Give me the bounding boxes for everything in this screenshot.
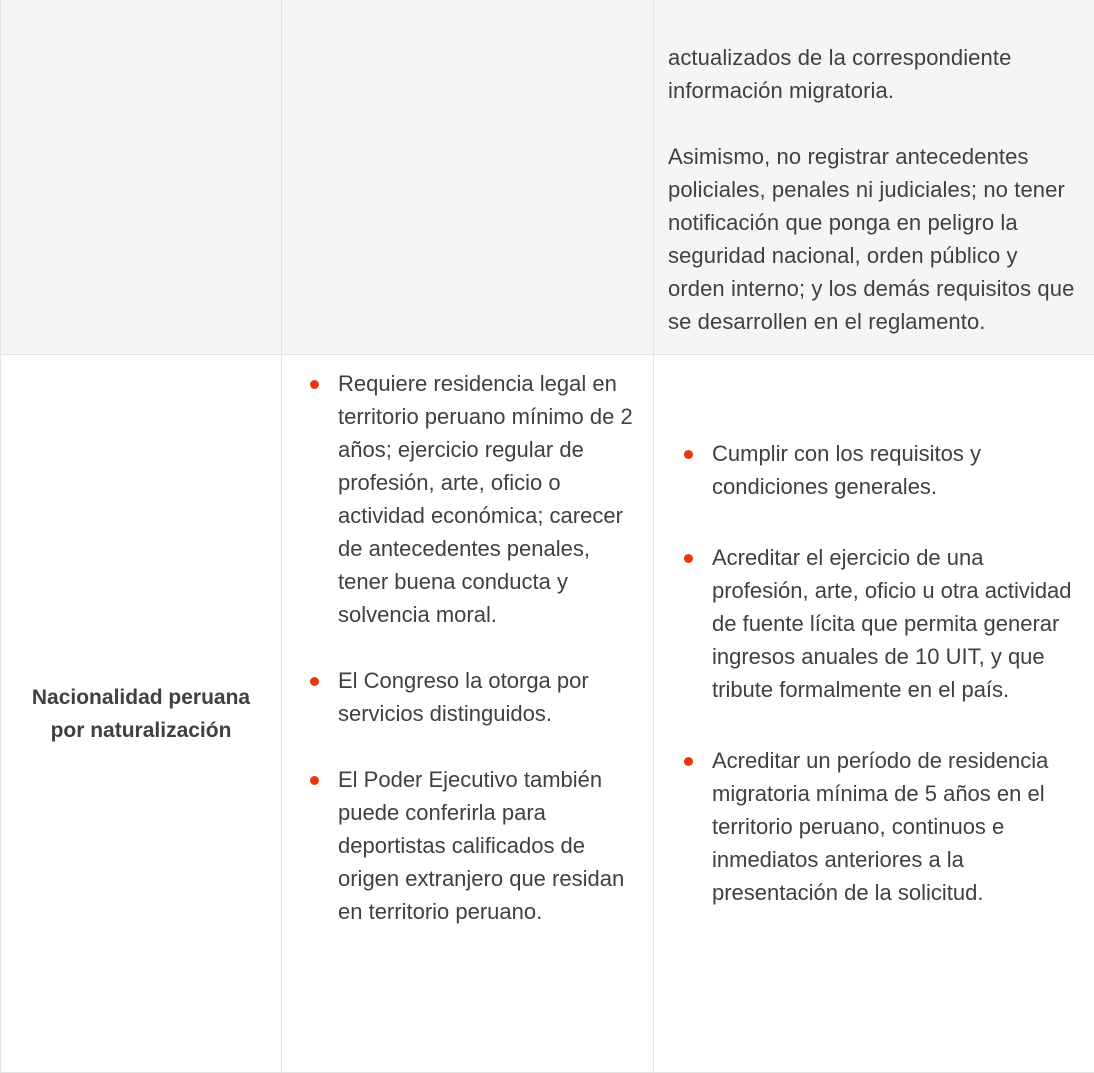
list-item-text: El Poder Ejecutivo también puede conferirla para deportistas calificados de origen extranjero que residan en territorio peruano. <box>338 767 624 924</box>
table-row <box>1 0 1094 355</box>
middle-column-cell <box>282 0 654 355</box>
list-item <box>296 664 639 730</box>
list-item <box>296 763 639 928</box>
bullet-icon <box>310 677 319 686</box>
list-item-text: El Congreso la otorga por servicios distinguidos. <box>338 668 589 726</box>
middle-column-cell <box>282 355 654 1073</box>
bullet-icon <box>310 380 319 389</box>
bullet-list <box>296 367 639 928</box>
row-label-cell <box>1 355 282 1073</box>
list-item-text: Cumplir con los requisitos y condiciones generales. <box>712 441 981 499</box>
list-item-text: Acreditar el ejercicio de una profesión, arte, oficio u otra actividad de fuente lícita que permita generar ingresos anuales de 10 UIT, y que tribute formalmente en el país. <box>712 545 1072 702</box>
right-column-cell <box>654 355 1094 1073</box>
right-column-cell <box>654 0 1094 355</box>
bullet-list <box>668 437 1076 909</box>
table-row <box>1 355 1094 1073</box>
bullet-icon <box>684 450 693 459</box>
list-item <box>668 437 1076 503</box>
paragraph: actualizados de la correspondiente información migratoria. <box>668 41 1080 107</box>
row-label-cell <box>1 0 282 355</box>
bullet-icon <box>684 757 693 766</box>
paragraph: Asimismo, no registrar antecedentes policiales, penales ni judiciales; no tener notificación que ponga en peligro la seguridad nacional, orden público y orden interno; y los demás requisitos que se desarrollen en el reglamento. <box>668 140 1080 338</box>
list-item <box>296 367 639 631</box>
list-item-text: Requiere residencia legal en territorio peruano mínimo de 2 años; ejercicio regular de profesión, arte, oficio o actividad económica; carecer de antecedentes penales, tener buena conducta y solvencia moral. <box>338 371 633 627</box>
bullet-icon <box>684 554 693 563</box>
list-item <box>668 541 1076 706</box>
list-item <box>668 744 1076 909</box>
bullet-icon <box>310 776 319 785</box>
list-item-text: Acreditar un período de residencia migratoria mínima de 5 años en el territorio peruano, continuos e inmediatos anteriores a la presentación de la solicitud. <box>712 748 1048 905</box>
row-label-text: Nacionalidad peruana por naturalización <box>1 681 281 747</box>
